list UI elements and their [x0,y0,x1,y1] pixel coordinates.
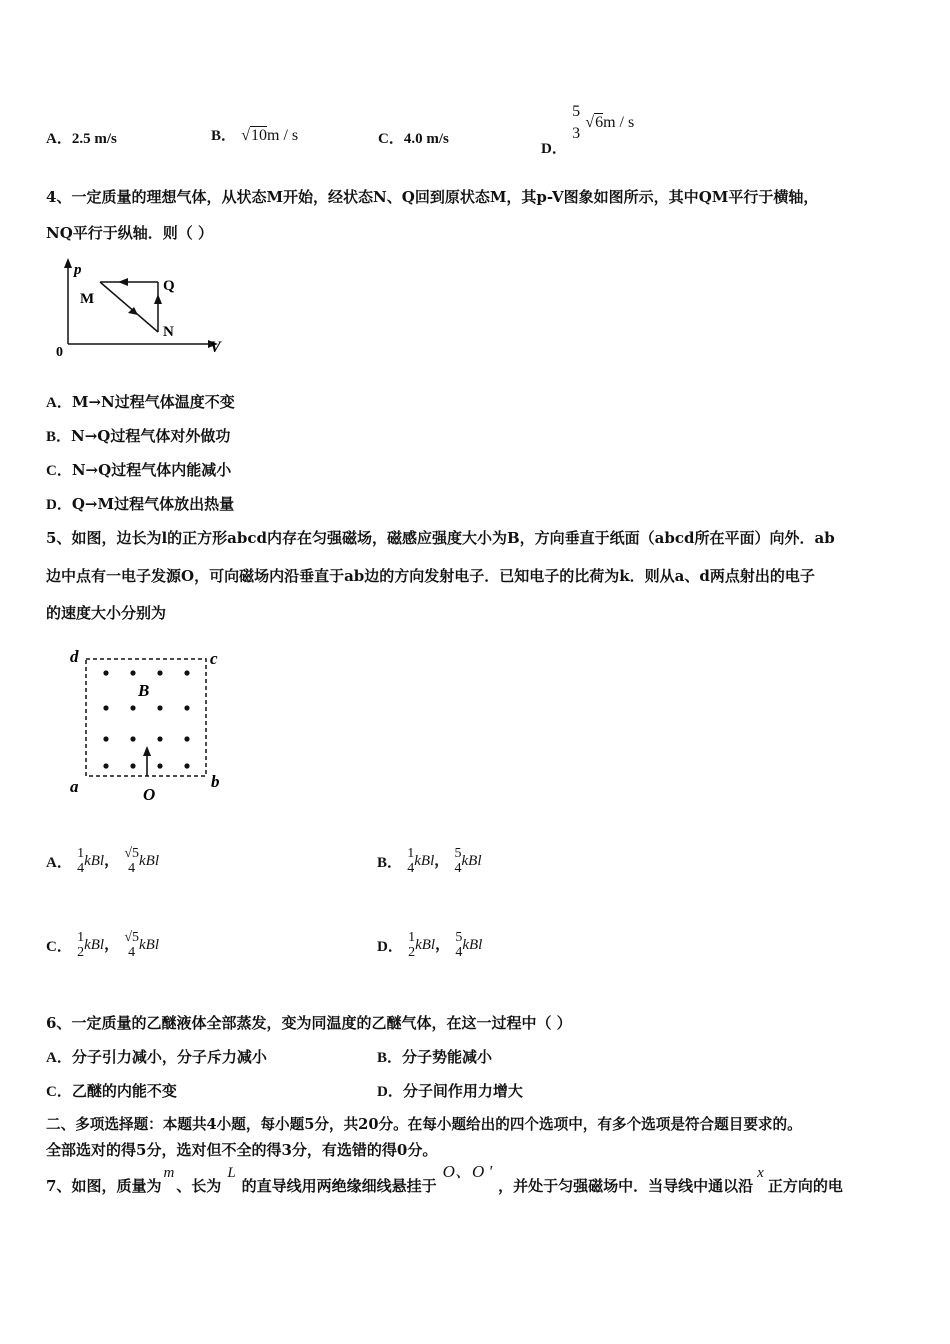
q5-stem-line1: 5、如图，边长为l的正方形abcd内存在匀强磁场，磁感应强度大小为B，方向垂直于纸面（abcd所在平面）向外．ab [46,529,835,547]
axis-v-label: V [210,339,221,356]
option-label: B． [211,128,237,144]
corner-d-label: d [70,647,79,666]
q4-option-a: A．M→N过程气体温度不变 [46,393,235,411]
option-text: 2.5 m/s [71,131,117,147]
q6-stem: 6、一定质量的乙醚液体全部蒸发，变为同温度的乙醚气体，在这一过程中（ ） [46,1014,572,1032]
q5-option-a: A． 1 4 kBl， √5 4 kBl [46,846,160,876]
fraction: 1 2 [77,930,85,960]
q4-stem-line2: NQ平行于纵轴．则（ ） [46,224,214,242]
q7-stem: 7、如图，质量为m、长为L的直导线用两绝缘细线悬挂于O、O '，并处于匀强磁场中．当导线中通以沿x正方向的电 [46,1162,843,1195]
q3-option-d [541,101,635,157]
q5-option-c: C． 1 2 kBl， √5 4 kBl [46,930,160,960]
option-text: 4.0 m/s [403,131,449,147]
fraction: 1 4 [407,846,415,876]
q3-option-b [211,124,298,145]
corner-b-label: b [211,772,220,791]
option-label: D． [541,141,567,157]
point-m-label: M [80,291,95,307]
q4-stem-line1: 4、一定质量的理想气体，从状态M开始，经状态N、Q回到原状态M，其p-V图象如图所示，其中QM平行于横轴， [46,188,819,206]
q3-option-c [378,127,449,148]
section2-heading-line2: 全部选对的得5分，选对但不全的得3分，有选错的得0分。 [46,1141,438,1159]
section2-heading-line1: 二、多项选择题：本题共4小题，每小题5分，共20分。在每小题给出的四个选项中，有多个选项是符合题目要求的。 [46,1116,802,1133]
q5-option-b: B． 1 4 kBl， 5 4 kBl [377,846,482,876]
fraction: √5 4 [124,846,140,876]
axis-p-label: p [74,262,82,278]
q3-option-a [46,127,117,148]
fraction: 5 4 [454,846,462,876]
field-b-label: B [138,681,150,700]
fraction: 5 3 [572,103,581,142]
sqrt-expression: √10m / s [241,127,299,144]
q5-magnetic-field-diagram [60,642,240,812]
q6-option-a: A．分子引力减小，分子斥力减小 [46,1048,267,1066]
fraction: 1 2 [408,930,416,960]
option-label: C． [378,131,404,147]
point-n-label: N [163,324,174,340]
option-label: A． [46,131,72,147]
q5-option-d: D． 1 2 kBl， 5 4 kBl [377,930,483,960]
q5-stem-line3: 的速度大小分别为 [46,604,167,622]
source-o-label: O [143,785,156,804]
corner-c-label: c [210,649,218,668]
corner-a-label: a [70,777,79,796]
q4-option-c: C．N→Q过程气体内能减小 [46,461,232,479]
q4-pv-diagram [50,252,235,362]
q6-option-d: D．分子间作用力增大 [377,1082,523,1100]
q5-stem-line2: 边中点有一电子发源O，可向磁场内沿垂直于ab边的方向发射电子．已知电子的比荷为k．则从a、d两点射出的电子 [46,567,815,585]
q4-option-b: B．N→Q过程气体对外做功 [46,427,231,445]
q6-option-b: B．分子势能减小 [377,1048,493,1066]
fraction: 1 4 [77,846,85,876]
q6-option-c: C．乙醚的内能不变 [46,1082,177,1100]
fraction: √5 4 [124,930,140,960]
sqrt-expression: √6m / s [585,114,635,131]
q4-option-d: D．Q→M过程气体放出热量 [46,495,235,513]
fraction: 5 4 [455,930,463,960]
origin-label: 0 [56,345,63,360]
point-q-label: Q [163,278,175,294]
